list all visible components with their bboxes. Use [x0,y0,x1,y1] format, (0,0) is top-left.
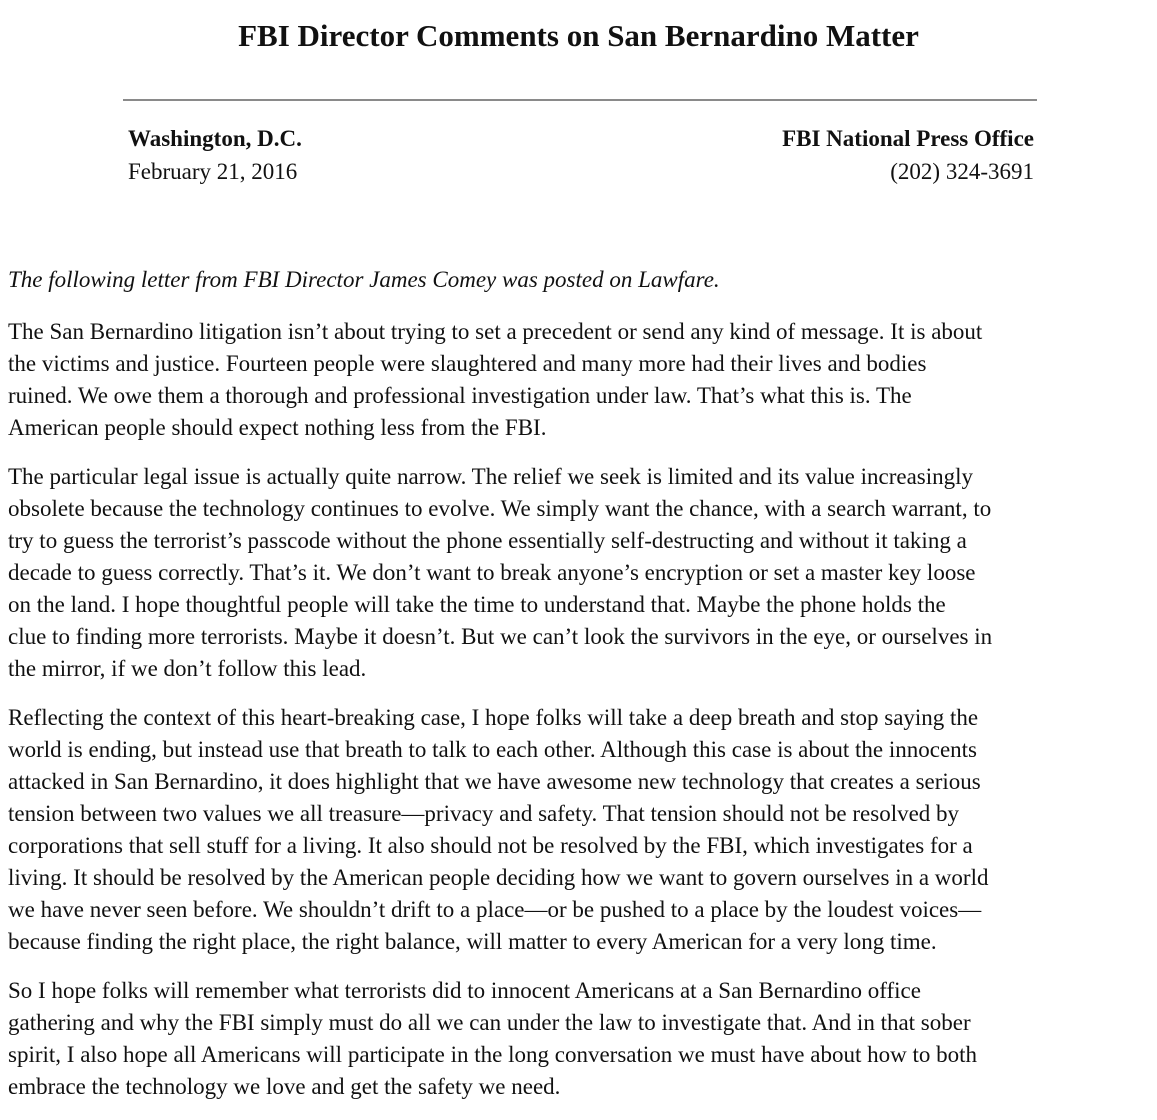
paragraph-line: attacked in San Bernardino, it does highlight that we have awesome new technology that creates a serious [8,769,981,794]
paragraph-line: Reflecting the context of this heart-breaking case, I hope folks will take a deep breath and stop saying the [8,705,979,730]
letter-paragraph [8,316,1153,444]
letter-paragraph [8,461,1153,685]
paragraph-line: ruined. We owe them a thorough and professional investigation under law. That’s what this is. The [8,383,912,408]
paragraph-line: world is ending, but instead use that breath to talk to each other. Although this case is about the innocents [8,737,977,762]
paragraph-line: decade to guess correctly. That’s it. We don’t want to break anyone’s encryption or set a master key loose [8,560,976,585]
letter-paragraph [8,702,1153,958]
press-contact [600,123,1034,189]
intro-note: The following letter from FBI Director James Comey was posted on Lawfare. [8,267,720,292]
paragraph-line: corporations that sell stuff for a living. It also should not be resolved by the FBI, which investigates for a [8,833,973,858]
press-office-phone: (202) 324-3691 [890,159,1034,184]
paragraph-line: we have never seen before. We shouldn’t drift to a place—or be pushed to a place by the loudest voices— [8,897,982,922]
letter-paragraph [8,975,1153,1103]
paragraph-line: living. It should be resolved by the American people deciding how we want to govern ourselves in a world [8,865,989,890]
paragraph-line: on the land. I hope thoughtful people will take the time to understand that. Maybe the phone holds the [8,592,946,617]
letter-body [8,264,1153,1120]
paragraph-line: obsolete because the technology continues to evolve. We simply want the chance, with a search warrant, to [8,496,992,521]
paragraph-line: the victims and justice. Fourteen people were slaughtered and many more had their lives and bodies [8,351,927,376]
paragraph-line: try to guess the terrorist’s passcode without the phone essentially self-destructing and without it taking a [8,528,967,553]
page-title: FBI Director Comments on San Bernardino Matter [238,18,919,53]
paragraph-line: gathering and why the FBI simply must do all we can under the law to investigate that. And in that sober [8,1010,971,1035]
paragraph-line: because finding the right place, the right balance, will matter to every American for a very long time. [8,929,937,954]
paragraph-line: embrace the technology we love and get the safety we need. [8,1074,561,1099]
paragraph-line: The particular legal issue is actually quite narrow. The relief we seek is limited and its value increasingly [8,464,974,489]
paragraph-line: tension between two values we all treasure—privacy and safety. That tension should not be resolved by [8,801,960,826]
paragraph-line: the mirror, if we don’t follow this lead. [8,656,367,681]
paragraph-line: The San Bernardino litigation isn’t about trying to set a precedent or send any kind of message. It is about [8,319,983,344]
dateline-date: February 21, 2016 [128,159,298,184]
paragraph-line: clue to finding more terrorists. Maybe it doesn’t. But we can’t look the survivors in the eye, or ourselves in [8,624,993,649]
title-divider [123,99,1037,101]
paragraph-line: spirit, I also hope all Americans will participate in the long conversation we must have about how to both [8,1042,977,1067]
paragraph-line: American people should expect nothing less from the FBI. [8,415,547,440]
press-office-name: FBI National Press Office [782,126,1034,151]
paragraph-line: So I hope folks will remember what terrorists did to innocent Americans at a San Bernardino office [8,978,921,1003]
dateline [128,123,548,189]
dateline-location: Washington, D.C. [128,126,302,151]
